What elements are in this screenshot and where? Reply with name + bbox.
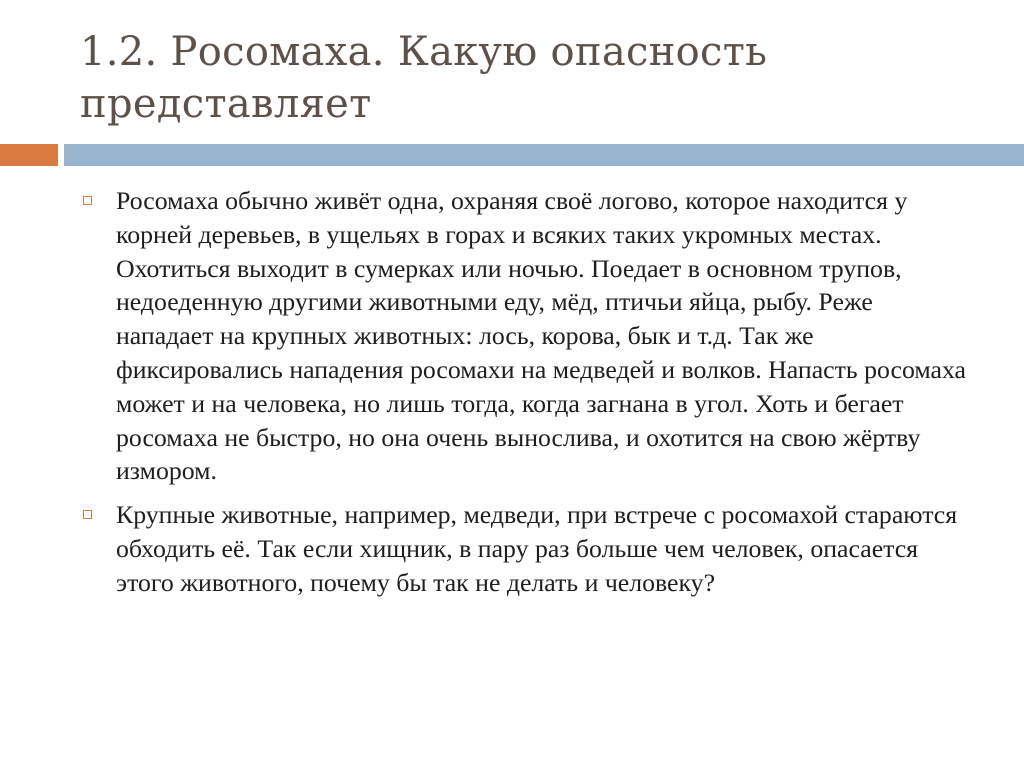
bullet-list: [80, 184, 970, 610]
bullet-text: Крупные животные, например, медведи, при встрече с росомахой стараются обходить её. Так если хищник, в пару раз больше чем человек, опасается этого животного, почему бы так не делать и человеку?: [116, 500, 958, 597]
title-accent-bar-orange: [0, 144, 58, 166]
bullet-text: Росомаха обычно живёт одна, охраняя своё логово, которое находится у корней деревьев, в ущельях в горах и всяких таких укромных местах. Охотиться выходит в сумерках или ночью. Поедает в основном трупов, недоеденную другими животными еду, мёд, птичьи яйца, рыбу. Реже нападает на крупных животных: лось, корова, бык и т.д. Так же фиксировались нападения росомахи на медведей и волков. Напасть росомаха может и на человека, но лишь тогда, когда загнана в угол. Хоть и бегает росомаха не быстро, но она очень вынослива, и охотится на свою жёртву измором.: [116, 186, 966, 486]
slide-title: 1.2. Росомаха. Какую опасность представляет: [80, 29, 768, 127]
bullet-item: [80, 498, 970, 599]
bullet-item: [80, 184, 970, 488]
hollow-square-bullet-icon: [83, 196, 92, 205]
hollow-square-bullet-icon: [83, 510, 92, 519]
title-accent-bar-blue: [64, 144, 1024, 166]
